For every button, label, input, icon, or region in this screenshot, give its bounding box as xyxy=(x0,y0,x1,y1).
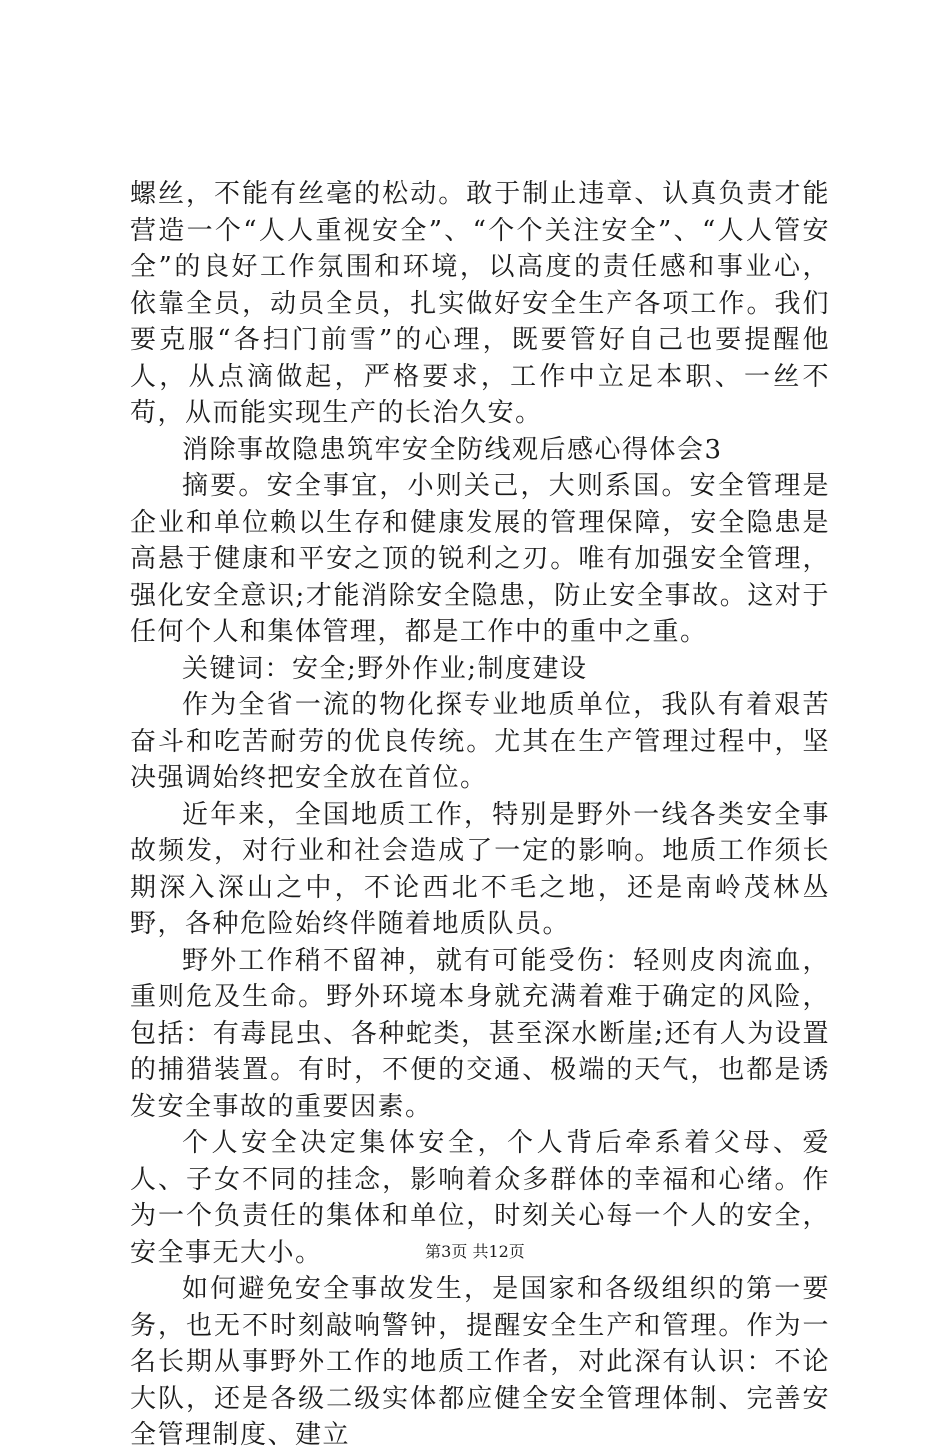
section-heading: 消除事故隐患筑牢安全防线观后感心得体会3 xyxy=(182,434,723,465)
paragraph-body-4: 个人安全决定集体安全，个人背后牵系着父母、爱人、子女不同的挂念，影响着众多群体的幸福和心绪。作为一个负责任的集体和单位，时刻关心每一个人的安全，安全事无大小。 xyxy=(130,1128,830,1268)
paragraph-body-2: 近年来，全国地质工作，特别是野外一线各类安全事故频发，对行业和社会造成了一定的影响。地质工作须长期深入深山之中，不论西北不毛之地，还是南岭茂林丛野，各种危险始终伴随着地质队员。 xyxy=(130,799,830,939)
paragraph-abstract: 摘要。安全事宜，小则关己，大则系国。安全管理是企业和单位赖以生存和健康发展的管理保障，安全隐患是高悬于健康和平安之顶的锐利之刃。唯有加强安全管理，强化安全意识;才能消除安全隐患，防止安全事故。这对于任何个人和集体管理，都是工作中的重中之重。 xyxy=(130,471,830,647)
paragraph-body-1: 作为全省一流的物化探专业地质单位，我队有着艰苦奋斗和吃苦耐劳的优良传统。尤其在生产管理过程中，坚决强调始终把安全放在首位。 xyxy=(130,690,830,793)
paragraph-body-5: 如何避免安全事故发生，是国家和各级组织的第一要务，也无不时刻敲响警钟，提醒安全生产和管理。作为一名长期从事野外工作的地质工作者，对此深有认识：不论大队，还是各级二级实体都应健全安全管理体制、完善安全管理制度、建立 xyxy=(130,1274,830,1450)
page-footer: 第3页 共12页 xyxy=(425,1242,525,1261)
paragraph-continuation: 螺丝，不能有丝毫的松动。敢于制止违章、认真负责才能营造一个“人人重视安全”、“个个关注安全”、“人人管安全”的良好工作氛围和环境，以高度的责任感和事业心，依靠全员，动员全员，扎实做好安全生产各项工作。我们要克服“各扫门前雪”的心理，既要管好自己也要提醒他人，从点滴做起，严格要求，工作中立足本职、一丝不苟，从而能实现生产的长治久安。 xyxy=(130,179,830,428)
paragraph-body-3: 野外工作稍不留神，就有可能受伤：轻则皮肉流血，重则危及生命。野外环境本身就充满着难于确定的风险，包括：有毒昆虫、各种蛇类，甚至深水断崖;还有人为设置的捕猎装置。有时，不便的交通、极端的天气，也都是诱发安全事故的重要因素。 xyxy=(130,945,830,1122)
paragraph-keywords: 关键词：安全;野外作业;制度建设 xyxy=(182,653,588,684)
